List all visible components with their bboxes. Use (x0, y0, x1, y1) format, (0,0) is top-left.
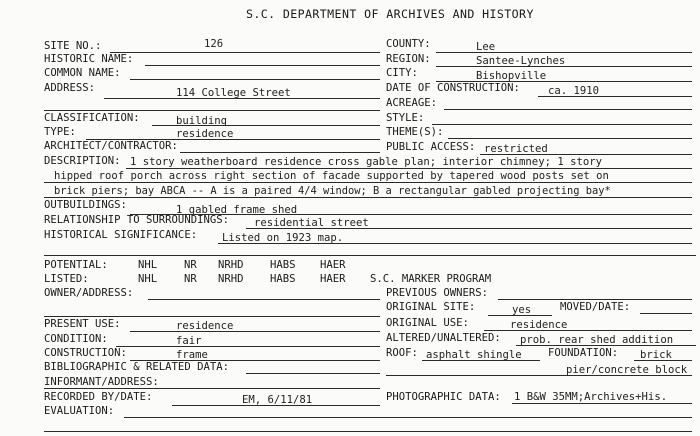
construction-label: CONSTRUCTION: (44, 347, 127, 359)
original-use-line (484, 330, 692, 331)
style-line (432, 124, 692, 125)
moved-date-label: MOVED/DATE: (560, 301, 631, 313)
type-label: TYPE: (44, 126, 76, 138)
photographic-line (512, 403, 692, 404)
present-use-label: PRESENT USE: (44, 318, 121, 330)
altered-value: prob. rear shed addition (520, 334, 674, 346)
significance-value: Listed on 1923 map. (222, 232, 344, 244)
foundation-label: FOUNDATION: (548, 347, 619, 359)
description-label: DESCRIPTION: (44, 155, 121, 167)
original-use-value: residence (510, 319, 568, 331)
photographic-label: PHOTOGRAPHIC DATA: (386, 391, 501, 403)
listed-nhl: NHL (138, 273, 158, 285)
address-line (104, 98, 380, 99)
recorded-by-value: EM, 6/11/81 (242, 394, 313, 406)
date-of-construction-value: ca. 1910 (548, 85, 600, 97)
site-no-label: SITE NO.: (44, 40, 102, 52)
classification-value: building (176, 115, 228, 127)
address-label: ADDRESS: (44, 82, 96, 94)
address-value: 114 College Street (176, 87, 291, 99)
common-name-label: COMMON NAME: (44, 67, 121, 79)
listed-nr: NR (184, 273, 197, 285)
informant-label: INFORMANT/ADDRESS: (44, 376, 159, 388)
owner-address-line (148, 299, 380, 300)
condition-line (116, 346, 380, 347)
present-use-line (130, 331, 380, 332)
potential-label: POTENTIAL: (44, 259, 108, 271)
potential-haer: HAER (320, 259, 346, 271)
photographic-value: 1 B&W 35MM;Archives+His. (514, 391, 668, 403)
previous-owners-label: PREVIOUS OWNERS: (386, 287, 489, 299)
outbuildings-value: 1 gabled frame shed (176, 204, 298, 216)
potential-nhl: NHL (138, 259, 158, 271)
listed-label: LISTED: (44, 273, 89, 285)
section-separator (44, 255, 696, 256)
description-rule-1 (126, 168, 692, 169)
potential-nrhd: NRHD (218, 259, 244, 271)
county-label: COUNTY: (386, 38, 431, 50)
date-of-construction-line (538, 96, 692, 97)
public-access-line (480, 154, 692, 155)
original-site-label: ORIGINAL SITE: (386, 301, 476, 313)
moved-date-line (640, 313, 692, 314)
owner-address-label: OWNER/ADDRESS: (44, 287, 134, 299)
public-access-value: restricted (484, 143, 548, 155)
classification-top-line (44, 110, 380, 111)
description-line-3: brick piers; bay ABCA -- A is a paired 4/4 window; B a rectangular gabled projecting bay* (54, 185, 611, 197)
relationship-line (246, 228, 692, 229)
evaluation-label: EVALUATION: (44, 405, 115, 417)
listed-nrhd: NRHD (218, 273, 244, 285)
roof-line (422, 360, 540, 361)
foundation-value: brick (640, 349, 672, 361)
recorded-by-label: RECORDED BY/DATE: (44, 391, 153, 403)
owner-address-line-2 (44, 316, 380, 317)
bibliographic-label: BIBLIOGRAPHIC & RELATED DATA: (44, 361, 229, 373)
foundation-value-2: pier/concrete block (566, 364, 688, 376)
architect-line (180, 152, 380, 153)
themes-line (448, 138, 692, 139)
evaluation-line (124, 417, 692, 418)
county-line (436, 52, 692, 53)
relationship-label: RELATIONSHIP TO SURROUNDINGS: (44, 214, 229, 226)
county-value: Lee (476, 41, 496, 53)
potential-nr: NR (184, 259, 197, 271)
foundation-line (634, 360, 692, 361)
recorded-by-line (172, 405, 380, 406)
region-label: REGION: (386, 53, 431, 65)
altered-line (516, 345, 696, 346)
date-of-construction-label: DATE OF CONSTRUCTION: (386, 82, 520, 94)
historic-name-line (145, 65, 380, 66)
condition-value: fair (176, 335, 202, 347)
present-use-value: residence (176, 320, 234, 332)
construction-value: frame (176, 349, 208, 361)
significance-label: HISTORICAL SIGNIFICANCE: (44, 229, 198, 241)
original-site-line (488, 315, 552, 316)
city-label: CITY: (386, 67, 418, 79)
condition-label: CONDITION: (44, 333, 108, 345)
site-no-value: 126 (204, 38, 224, 50)
type-value: residence (176, 128, 234, 140)
significance-line (218, 243, 692, 244)
original-use-label: ORIGINAL USE: (386, 317, 469, 329)
description-rule-3 (44, 197, 692, 198)
original-site-value: yes (512, 304, 532, 316)
themes-label: THEME(S): (386, 126, 444, 138)
listed-haer: HAER (320, 273, 346, 285)
roof-value: asphalt shingle (426, 349, 522, 361)
informant-line (44, 388, 380, 389)
classification-line (152, 125, 380, 126)
foundation-line-2 (386, 375, 692, 376)
region-value: Santee-Lynches (476, 55, 566, 67)
listed-habs: HABS (270, 273, 296, 285)
architect-label: ARCHITECT/CONTRACTOR: (44, 140, 178, 152)
roof-label: ROOF: (386, 347, 418, 359)
sc-marker-label: S.C. MARKER PROGRAM (370, 273, 492, 285)
site-no-line (110, 52, 380, 53)
description-line-1: 1 story weatherboard residence cross gable plan; interior chimney; 1 story (130, 156, 602, 168)
description-line-2: hipped roof porch across right section of facade supported by tapered wood posts set on (54, 170, 609, 182)
relationship-value: residential street (254, 217, 369, 229)
evaluation-line-2 (44, 431, 692, 432)
bibliographic-line (246, 373, 380, 374)
region-line (436, 66, 692, 67)
outbuildings-label: OUTBUILDINGS: (44, 199, 127, 211)
previous-owners-line (498, 299, 692, 300)
classification-label: CLASSIFICATION: (44, 112, 140, 124)
style-label: STYLE: (386, 112, 425, 124)
page-title: S.C. DEPARTMENT OF ARCHIVES AND HISTORY (246, 7, 534, 21)
altered-label: ALTERED/UNALTERED: (386, 332, 501, 344)
description-rule-2 (44, 182, 692, 183)
common-name-line (130, 79, 380, 80)
public-access-label: PUBLIC ACCESS: (386, 141, 476, 153)
potential-habs: HABS (270, 259, 296, 271)
historic-name-label: HISTORIC NAME: (44, 53, 134, 65)
acreage-label: ACREAGE: (386, 97, 438, 109)
acreage-line (444, 109, 692, 110)
city-value: Bishopville (476, 70, 547, 82)
